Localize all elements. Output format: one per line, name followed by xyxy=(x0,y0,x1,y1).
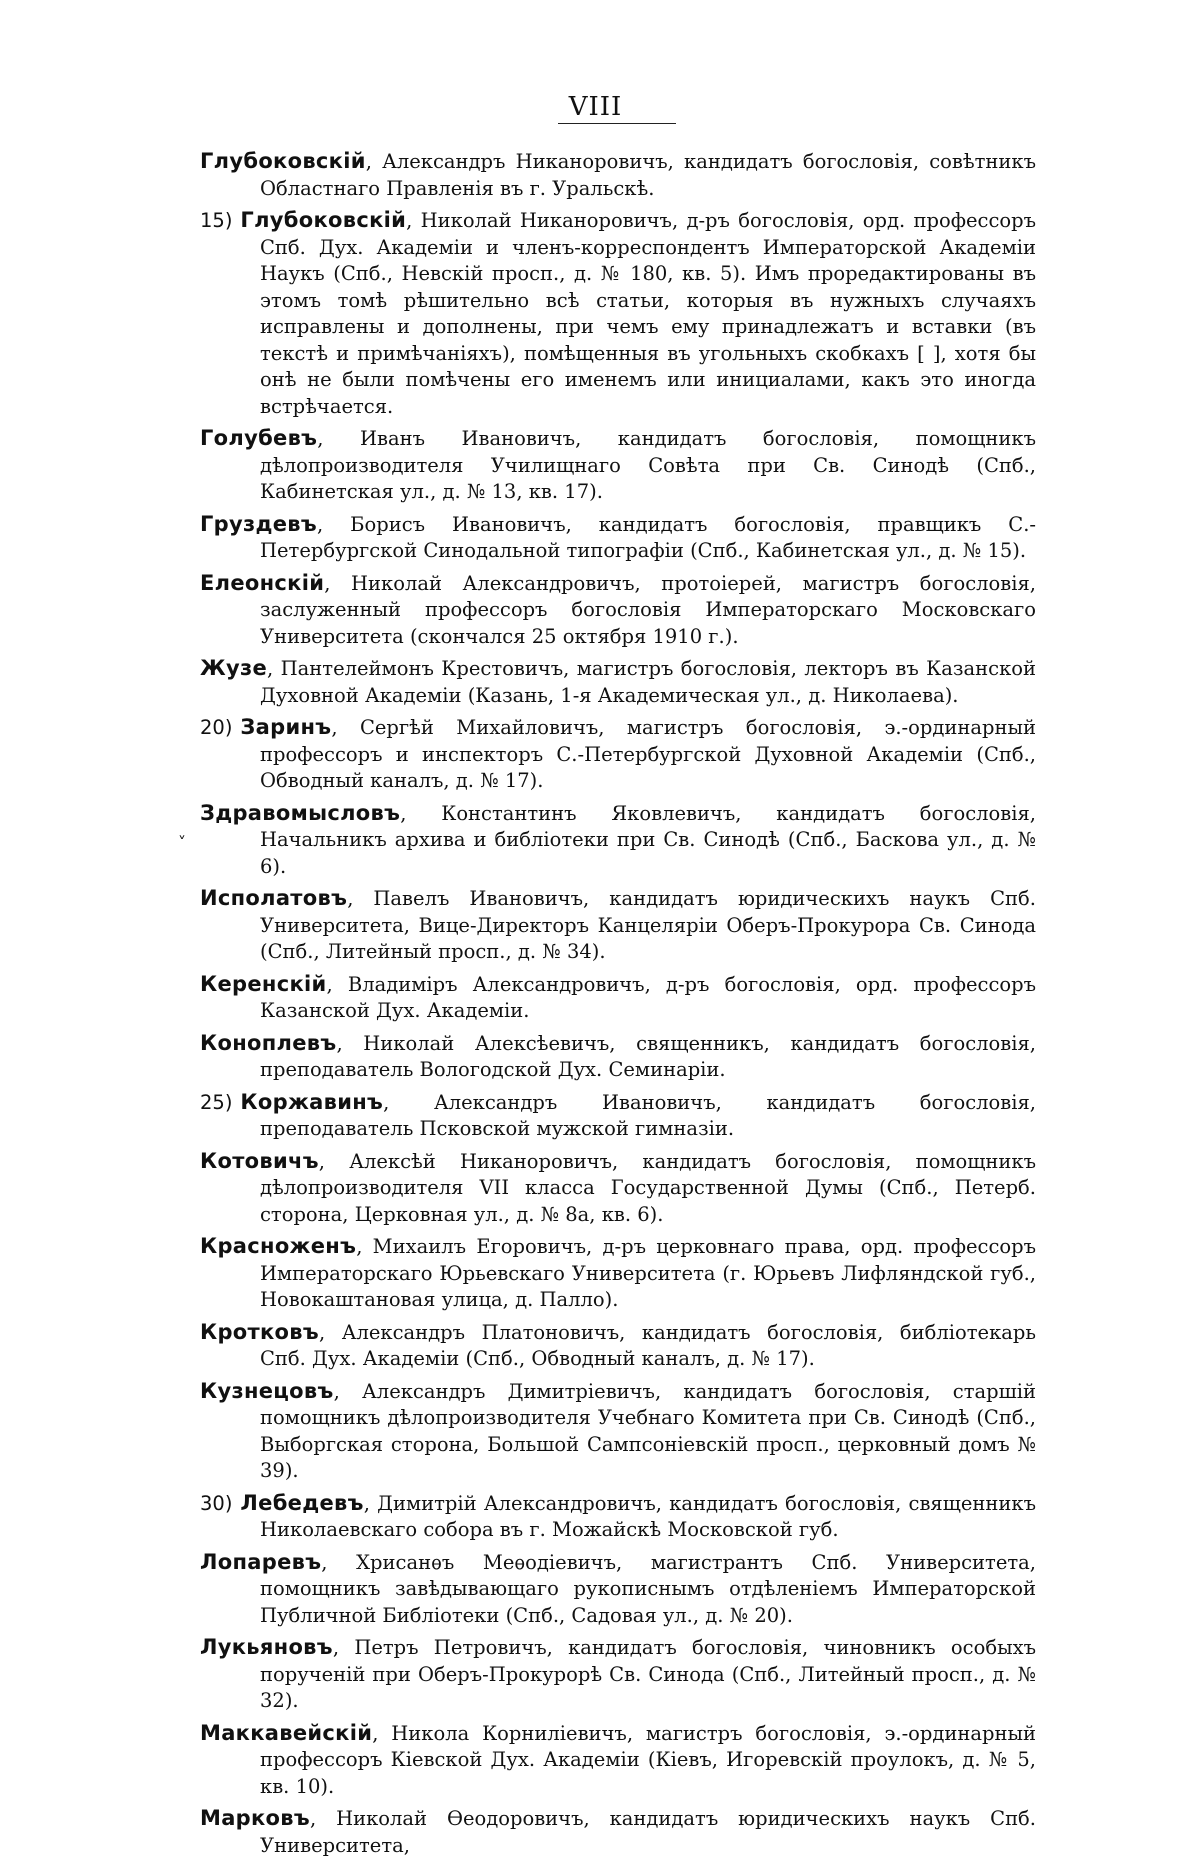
entry-text: , Иванъ Ивановичъ, кандидатъ богословія, помощникъ дѣлопроизводителя Училищнаго Совѣта при Св. Синодѣ (Спб., Кабинетская ул., д. № 13, кв. 17). xyxy=(260,427,1036,503)
entry-text: , Николай Никаноровичъ, д-ръ богословія, орд. профессоръ Спб. Дух. Академіи и членъ-корреспондентъ Императорской Академіи Наукъ (Спб., Невскій просп., д. № 180, кв. 5). Имъ проредактированы въ этомъ томѣ рѣшительно всѣ статьи, которыя въ нужныхъ случаяхъ исправлены и дополнены, при чемъ ему принадлежатъ и вставки (въ текстѣ и примѣчаніяхъ), помѣщенныя въ угольныхъ скобкахъ [ ], хотя бы онѣ не были помѣчены его именемъ или инициалами, какъ это иногда встрѣчается. xyxy=(260,209,1036,418)
entry-name: Глубоковскій xyxy=(200,149,366,173)
entry-text: , Николай Алексѣевичъ, священникъ, кандидатъ богословія, преподаватель Вологодской Дух. Семинаріи. xyxy=(260,1031,1036,1081)
entry-name: Коноплевъ xyxy=(200,1030,337,1055)
entry-text: , Александръ Никаноровичъ, кандидатъ богословія, совѣтникъ Областнаго Правленія въ г. Уральскѣ. xyxy=(260,150,1036,200)
entry xyxy=(200,1549,1036,1630)
entry xyxy=(200,511,1036,565)
entry xyxy=(200,1148,1036,1229)
entry-text: , Михаилъ Егоровичъ, д-ръ церковнаго права, орд. профессоръ Императорскаго Юрьевскаго Университета (г. Юрьевъ Лифляндской губ., Новокаштановая улица, д. Палло). xyxy=(260,1235,1036,1311)
entry-text: , Владиміръ Александровичъ, д-ръ богословія, орд. профессоръ Казанской Дух. Академіи. xyxy=(260,972,1036,1022)
entry-text: , Борисъ Ивановичъ, кандидатъ богословія, правщикъ С.-Петербургской Синодальной типографіи (Спб., Кабинетская ул., д. № 15). xyxy=(260,512,1036,562)
entry-text: , Николай Александровичъ, протоіерей, магистръ богословія, заслуженный профессоръ богословія Императорскаго Московскаго Университета (скончался 25 октября 1910 г.). xyxy=(260,571,1036,648)
entry-name: Керенскій xyxy=(200,971,327,996)
entry-name: Лукьяновъ xyxy=(200,1635,333,1659)
entry-name: Голубевъ xyxy=(200,426,318,450)
entry-name: Лопаревъ xyxy=(200,1549,322,1574)
entry xyxy=(200,714,1036,795)
entry-text: , Николай Ѳеодоровичъ, кандидатъ юридическихъ наукъ Спб. Университета, xyxy=(260,1807,1036,1857)
entry-name: Лебедевъ xyxy=(240,1490,364,1515)
entry-name: Жузе xyxy=(200,656,268,680)
header-rule xyxy=(558,123,676,124)
entry-text: , Сергѣй Михайловичъ, магистръ богословія, э.-ординарный профессоръ и инспекторъ С.-Петербургской Духовной Академіи (Спб., Обводный каналъ, д. № 17). xyxy=(260,716,1036,792)
entry xyxy=(200,655,1036,709)
entry-name: Елеонскій xyxy=(200,570,325,595)
entry-name: Груздевъ xyxy=(200,511,317,536)
entry-text: , Александръ Ивановичъ, кандидатъ богословія, преподаватель Псковской мужской гимназіи. xyxy=(260,1090,1036,1140)
entry-name: Заринъ xyxy=(240,715,332,739)
entry-name: Коржавинъ xyxy=(240,1089,384,1114)
entry-number: 30) xyxy=(200,1491,233,1515)
entry-name: Кузнецовъ xyxy=(200,1378,334,1403)
entry-text: , Александръ Платоновичъ, кандидатъ богословія, библіотекарь Спб. Дух. Академіи (Спб., Обводный каналъ, д. № 17). xyxy=(260,1320,1036,1370)
entry-text: , Хрисанѳъ Меѳодіевичъ, магистрантъ Спб. Университета, помощникъ завѣдывающаго рукописнымъ отдѣленіемъ Императорской Публичной Библіотеки (Спб., Садовая ул., д. № 20). xyxy=(260,1550,1036,1627)
entry-text: , Александръ Димитріевичъ, кандидатъ богословія, старшій помощникъ дѣлопроизводителя Учебнаго Комитета при Св. Синодѣ (Спб., Выборгская сторона, Большой Сампсоніевскій просп., церковный домъ № 39). xyxy=(260,1379,1036,1482)
entry xyxy=(200,1720,1036,1801)
entry-name: Глубоковскій xyxy=(240,208,407,232)
entry xyxy=(200,1378,1036,1485)
entry-text: , Димитрій Александровичъ, кандидатъ богословія, священникъ Николаевскаго собора въ г. Можайскѣ Московской губ. xyxy=(260,1491,1036,1541)
entry-text: , Павелъ Ивановичъ, кандидатъ юридическихъ наукъ Спб. Университета, Вице-Директоръ Канцеляріи Оберъ-Прокурора Св. Синода (Спб., Литейный просп., д. № 34). xyxy=(260,887,1036,963)
entry-text: , Петръ Петровичъ, кандидатъ богословія, чиновникъ особыхъ порученій при Оберъ-Прокурорѣ Св. Синода (Спб., Литейный просп., д. № 32). xyxy=(260,1636,1036,1712)
entry-number: 25) xyxy=(200,1090,233,1114)
entry-name: Маккавейскій xyxy=(200,1720,373,1745)
entry-name: Здравомысловъ xyxy=(200,800,401,825)
entry-name: Исполатовъ xyxy=(200,886,348,910)
entry xyxy=(200,207,1036,420)
entry xyxy=(200,425,1036,506)
entry-number: 15) xyxy=(200,209,233,232)
entry-text: , Пантелеймонъ Крестовичъ, магистръ богословія, лекторъ въ Казанской Духовной Академіи (Казань, 1-я Академическая ул., д. Николаева). xyxy=(260,657,1036,707)
entry xyxy=(200,148,1036,202)
entry-text: , Алексѣй Никаноровичъ, кандидатъ богословія, помощникъ дѣлопроизводителя VII класса Государственной Думы (Спб., Петерб. сторона, Церковная ул., д. № 8а, кв. 6). xyxy=(260,1149,1036,1226)
entry-name: Кротковъ xyxy=(200,1319,319,1344)
entry-name: Марковъ xyxy=(200,1806,310,1830)
margin-mark: ˅ xyxy=(178,833,186,852)
entry xyxy=(200,1490,1036,1544)
entry xyxy=(200,971,1036,1025)
entry-name: Красноженъ xyxy=(200,1234,357,1258)
entry xyxy=(200,885,1036,966)
page-number: VIII xyxy=(568,92,623,122)
entry-text: , Никола Корниліевичъ, магистръ богословія, э.-ординарный профессоръ Кіевской Дух. Академіи (Кіевъ, Игоревскій проулокъ, д. № 5, кв. 10). xyxy=(260,1721,1036,1798)
entry xyxy=(200,1030,1036,1084)
entry xyxy=(200,800,1036,881)
entry xyxy=(200,1319,1036,1373)
entry xyxy=(200,1805,1036,1859)
entry-list xyxy=(200,148,1036,1864)
entry xyxy=(200,1233,1036,1314)
entry xyxy=(200,570,1036,651)
entry xyxy=(200,1634,1036,1715)
entry xyxy=(200,1089,1036,1143)
entry-number: 20) xyxy=(200,716,233,739)
entry-text: , Константинъ Яковлевичъ, кандидатъ богословія, Начальникъ архива и библіотеки при Св. Синодѣ (Спб., Баскова ул., д. № 6). xyxy=(260,801,1036,878)
entry-name: Котовичъ xyxy=(200,1148,319,1173)
